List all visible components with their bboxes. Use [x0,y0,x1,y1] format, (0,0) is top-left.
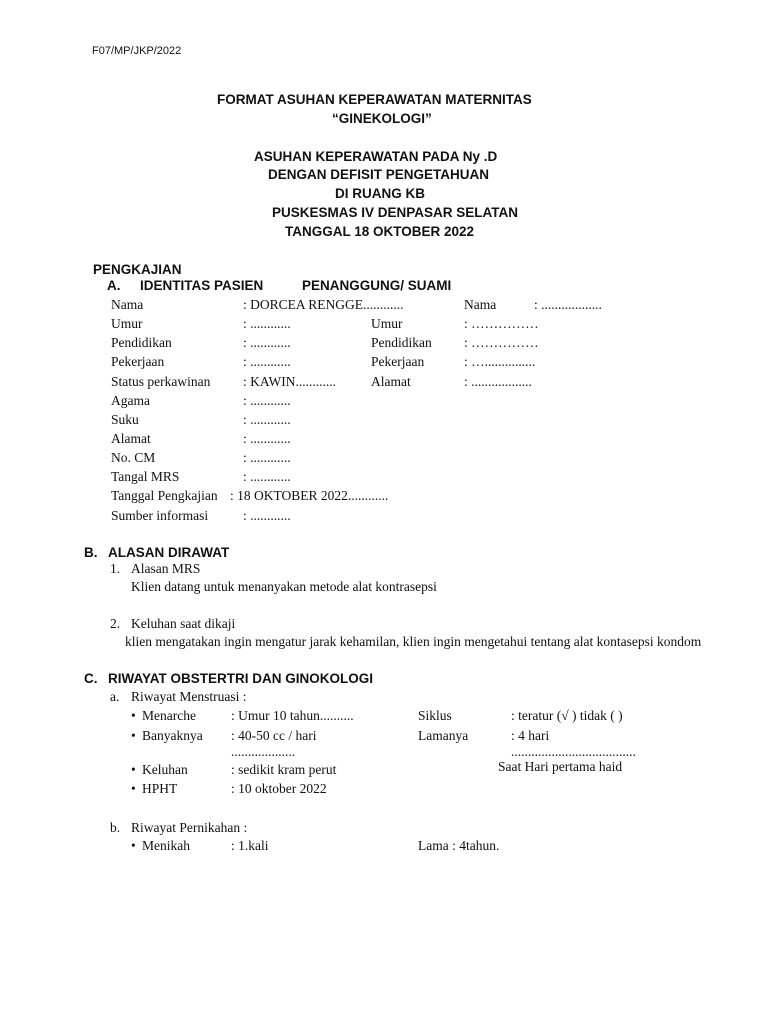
patient-umur-value: : ............ [243,316,291,331]
patient-pendidikan-label: Pendidikan [111,335,172,350]
keluhan-label: Keluhan [142,762,188,777]
banyaknya-dots: ................... [231,744,296,759]
lamanya-label: Lamanya [418,728,469,743]
guardian-nama-value: : .................. [534,297,602,312]
siklus-label: Siklus [418,708,452,723]
guardian-nama-label: Nama [464,297,497,312]
section-b-letter: B. [84,545,98,560]
patient-pekerjaan-value: : ............ [243,354,291,369]
menikah-label: Menikah [142,838,190,853]
document-code: F07/MP/JKP/2022 [92,45,182,57]
alasan-mrs-label: Alasan MRS [131,561,201,576]
section-c-heading: RIWAYAT OBSTERTRI DAN GINOKOLOGI [108,671,374,686]
bullet-icon: • [131,708,136,723]
lamanya-value: : 4 hari [511,728,550,743]
patient-mrs-label: Tangal MRS [111,469,180,484]
patient-tgl-pengkajian-label: Tanggal Pengkajian [111,488,218,503]
guardian-umur-value: : …………… [464,316,539,331]
title-line-2: “GINEKOLOGI” [332,111,432,126]
title-line-6: PUSKESMAS IV DENPASAR SELATAN [272,205,519,220]
section-b-heading: ALASAN DIRAWAT [108,545,230,560]
patient-status-value: : KAWIN............ [243,374,337,389]
patient-nama-label: Nama [111,297,144,312]
guardian-pendidikan-label: Pendidikan [371,335,432,350]
section-a-heading-guardian: PENANGGUNG/ SUAMI [302,278,452,293]
patient-nama-value: : DORCEA RENGGE............ [243,297,404,312]
riwayat-pernikahan-letter: b. [110,820,121,835]
siklus-value: : teratur (√ ) tidak ( ) [511,708,623,723]
haid-note: Saat Hari pertama haid [498,759,623,774]
patient-pendidikan-value: : ............ [243,335,291,350]
patient-agama-label: Agama [111,393,150,408]
keluhan-dikaji-number: 2. [110,616,121,631]
banyaknya-label: Banyaknya [142,728,203,743]
patient-tgl-pengkajian-value: : 18 OKTOBER 2022............ [230,488,389,503]
title-line-1: FORMAT ASUHAN KEPERAWATAN MATERNITAS [217,92,532,107]
pengkajian-heading: PENGKAJIAN [93,262,182,277]
patient-alamat-value: : ............ [243,431,291,446]
guardian-pekerjaan-value: : …............... [464,354,536,369]
keluhan-value: : sedikit kram perut [231,762,337,777]
hpht-label: HPHT [142,781,178,796]
keluhan-dikaji-text: klien mengatakan ingin mengatur jarak kehamilan, klien ingin mengetahui tentang alat kontasepsi kondom [125,634,702,649]
patient-sumber-label: Sumber informasi [111,508,209,523]
section-a-heading: IDENTITAS PASIEN [140,278,264,293]
keluhan-dikaji-label: Keluhan saat dikaji [131,616,236,631]
menarche-label: Menarche [142,708,196,723]
menarche-value: : Umur 10 tahun.......... [231,708,354,723]
lamanya-dots: ..................................... [511,744,636,759]
banyaknya-value: : 40-50 cc / hari [231,728,317,743]
title-line-7: TANGGAL 18 OKTOBER 2022 [285,224,475,239]
alasan-mrs-text: Klien datang untuk menanyakan metode alat kontrasepsi [131,579,437,594]
guardian-alamat-label: Alamat [371,374,411,389]
riwayat-pernikahan-label: Riwayat Pernikahan : [131,820,248,835]
guardian-pekerjaan-label: Pekerjaan [371,354,425,369]
section-a-letter: A. [107,278,121,293]
patient-sumber-value: : ............ [243,508,291,523]
lama-pernikahan: Lama : 4tahun. [418,838,500,853]
title-line-5: DI RUANG KB [335,186,425,201]
patient-alamat-label: Alamat [111,431,151,446]
riwayat-menstruasi-label: Riwayat Menstruasi : [131,689,247,704]
patient-nocm-label: No. CM [111,450,156,465]
patient-pekerjaan-label: Pekerjaan [111,354,165,369]
patient-suku-label: Suku [111,412,139,427]
menikah-value: : 1.kali [231,838,269,853]
bullet-icon: • [131,728,136,743]
patient-nocm-value: : ............ [243,450,291,465]
guardian-umur-label: Umur [371,316,403,331]
guardian-alamat-value: : .................. [464,374,532,389]
patient-mrs-value: : ............ [243,469,291,484]
title-line-4: DENGAN DEFISIT PENGETAHUAN [268,167,490,182]
bullet-icon: • [131,838,136,853]
guardian-pendidikan-value: : …………… [464,335,539,350]
hpht-value: : 10 oktober 2022 [231,781,327,796]
section-c-letter: C. [84,671,98,686]
patient-umur-label: Umur [111,316,143,331]
patient-suku-value: : ............ [243,412,291,427]
riwayat-menstruasi-letter: a. [110,689,120,704]
patient-status-label: Status perkawinan [111,374,211,389]
alasan-mrs-number: 1. [110,561,121,576]
patient-agama-value: : ............ [243,393,291,408]
title-line-3: ASUHAN KEPERAWATAN PADA Ny .D [254,149,498,164]
bullet-icon: • [131,762,136,777]
bullet-icon: • [131,781,136,796]
